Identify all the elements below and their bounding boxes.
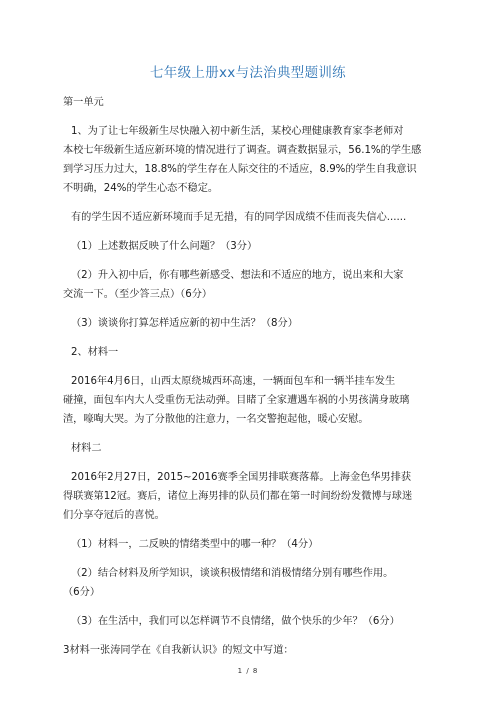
document-title: 七年级上册xx与法治典型题训练 xyxy=(150,65,346,81)
unit-heading: 第一单元 xyxy=(63,97,104,108)
material2-line3: 们分享夺冠后的喜悦。 xyxy=(63,510,165,521)
material1-line2: 碰撞，面包车内大人受重伤无法动弹。目睹了全家遭遇车祸的小男孩满身玻璃 xyxy=(63,395,410,406)
material2-line2: 得联赛第12冠。赛后，诸位上海男排的队员们都在第一时间纷纷发微博与球迷 xyxy=(63,491,413,502)
material1-line3: 渣，嚎啕大哭。为了分散他的注意力，一名交警抱起他，暖心安慰。 xyxy=(63,414,369,425)
q3-heading: 3材料一张涛同学在《自我新认识》的短文中写道： xyxy=(63,645,294,656)
q1-sub1: （1）上述数据反映了什么问题？（3分） xyxy=(71,241,258,252)
q1-sub3: （3）谈谈你打算怎样适应新的初中生活？（8分） xyxy=(71,318,298,329)
q1-intro-line2: 本校七年级新生适应新环境的情况进行了调查。调查数据显示，56.1%的学生感 xyxy=(63,145,422,156)
q2-sub1: （1）材料一，二反映的情绪类型中的哪一种？（4分） xyxy=(71,539,319,550)
q1-intro-line3: 到学习压力过大，18.8%的学生存在人际交往的不适应，8.9%的学生自我意识 xyxy=(63,164,417,175)
q1-note: 有的学生因不适应新环境而手足无措，有的同学因成绩不佳而丧失信心...... xyxy=(71,212,407,223)
q1-sub2-line2: 交流一下。（至少答三点）（6分） xyxy=(63,289,213,300)
q1-intro-line4: 不明确，24%的学生心态不稳定。 xyxy=(63,183,219,194)
q2-sub2-line2: （6分） xyxy=(63,587,101,598)
q2-heading: 2、材料一 xyxy=(71,347,119,358)
q1-sub2-line1: （2）升入初中后，你有哪些新感受、想法和不适应的地方，说出来和大家 xyxy=(71,270,404,281)
q1-intro-line1: 1、为了让七年级新生尽快融入初中新生活，某校心理健康教育家李老师对 xyxy=(71,126,404,137)
material2-line1: 2016年2月27日，2015~2016赛季全国男排联赛落幕。上海金色华男排获 xyxy=(71,472,412,483)
material1-line1: 2016年4月6日，山西太原绕城西环高速，一辆面包车和一辆半挂车发生 xyxy=(71,376,396,387)
q2-sub3: （3）在生活中，我们可以怎样调节不良情绪，做个快乐的少年？（6分） xyxy=(71,616,400,627)
page-number: 1 / 8 xyxy=(237,667,259,675)
q2-sub2-line1: （2）结合材料及所学知识，谈谈积极情绪和消极情绪分别有哪些作用。 xyxy=(71,568,394,579)
material2-heading: 材料二 xyxy=(71,443,102,454)
